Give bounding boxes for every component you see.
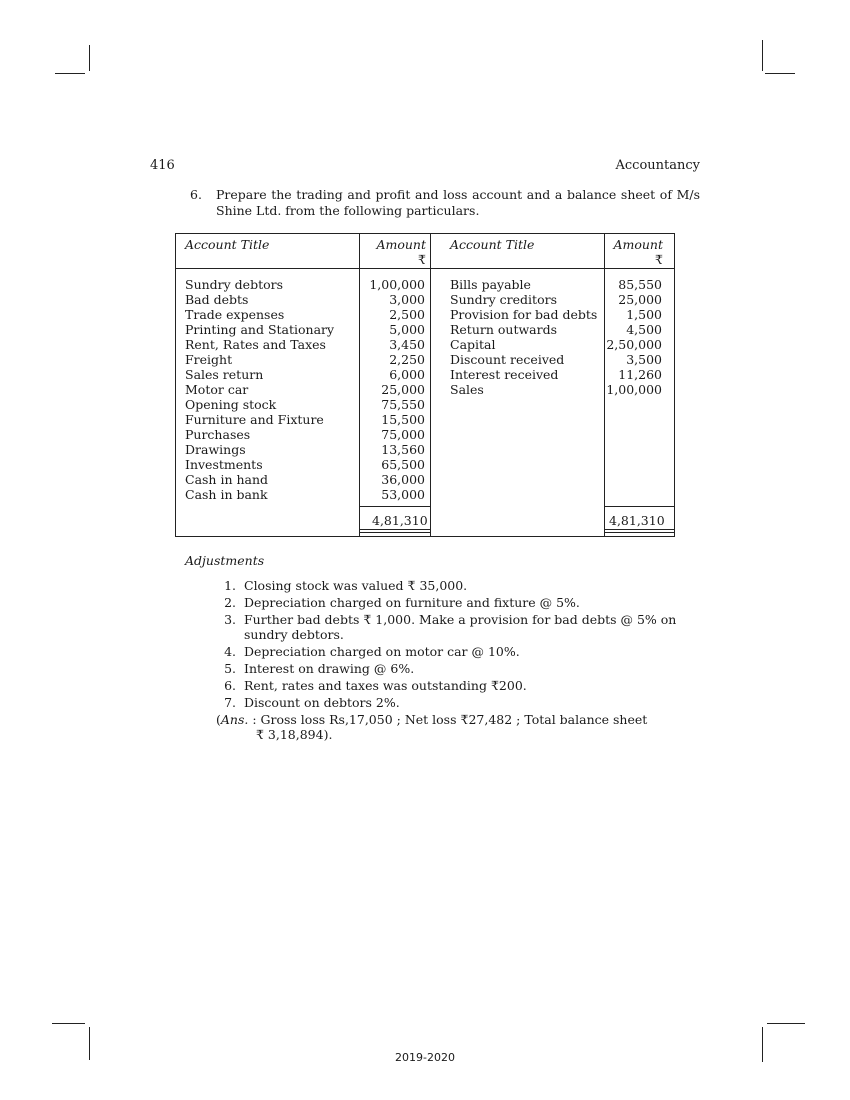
total-rule-bottom: [604, 532, 675, 533]
account-title: Trade expenses: [185, 307, 285, 322]
crop-mark: [89, 45, 90, 71]
question-number: 6.: [190, 187, 202, 202]
account-amount: 75,000: [381, 427, 425, 442]
adjustment-item: [218, 678, 702, 693]
account-title: Sales return: [185, 367, 264, 382]
account-amount: 6,000: [389, 367, 425, 382]
total-rule-top: [604, 506, 675, 507]
adjustment-text: Depreciation charged on furniture and fixture @ 5%.: [244, 595, 580, 610]
header-right-amount-label: Amount: [613, 237, 663, 252]
adjustment-number: 2.: [224, 595, 236, 610]
crop-mark: [762, 40, 763, 71]
account-title: Motor car: [185, 382, 249, 397]
total-rule-bottom: [359, 532, 431, 533]
account-title: Opening stock: [185, 397, 277, 412]
adjustment-text: Discount on debtors 2%.: [244, 695, 400, 710]
header-left-amount: [360, 237, 426, 267]
crop-mark: [767, 1023, 805, 1024]
total-rule-top: [359, 506, 431, 507]
total-rule-bottom: [604, 529, 675, 530]
crop-mark: [765, 73, 795, 74]
answer-paren: (: [216, 712, 221, 727]
header-left-amount-label: Amount: [376, 237, 426, 252]
account-title: Return outwards: [450, 322, 558, 337]
crop-mark: [55, 73, 85, 74]
adjustment-item: [218, 661, 702, 676]
adjustments-title: Adjustments: [185, 553, 265, 568]
account-title: Furniture and Fixture: [185, 412, 324, 427]
adjustment-number: 3.: [224, 612, 236, 627]
account-amount: 3,000: [389, 292, 425, 307]
account-amount: 1,500: [626, 307, 662, 322]
answer: [216, 712, 700, 742]
adjustment-item: [218, 595, 702, 610]
account-title: Provision for bad debts: [450, 307, 598, 322]
account-title: Bills payable: [450, 277, 531, 292]
currency-symbol: ₹: [655, 252, 663, 267]
account-title: Cash in bank: [185, 487, 268, 502]
adjustment-number: 5.: [224, 661, 236, 676]
trial-balance-table: [175, 233, 675, 537]
credit-titles-column: [450, 277, 602, 397]
account-amount: 2,250: [389, 352, 425, 367]
column-divider: [430, 234, 431, 536]
answer-line-2: ₹ 3,18,894).: [256, 727, 333, 742]
adjustment-text: Rent, rates and taxes was outstanding ₹200.: [244, 678, 527, 693]
account-amount: 75,550: [381, 397, 425, 412]
debit-titles-column: [185, 277, 355, 502]
answer-line-1: [216, 712, 700, 727]
account-title: Sundry debtors: [185, 277, 284, 292]
total-rule-bottom: [359, 529, 431, 530]
adjustment-number: 4.: [224, 644, 236, 659]
answer-label: Ans.: [220, 712, 249, 727]
header-left-title: Account Title: [185, 237, 270, 252]
account-amount: 2,500: [389, 307, 425, 322]
debit-amounts-column: [360, 277, 425, 502]
account-title: Sundry creditors: [450, 292, 557, 307]
account-amount: 53,000: [381, 487, 425, 502]
account-amount: 25,000: [618, 292, 662, 307]
credit-total: 4,81,310: [609, 513, 665, 528]
account-amount: 36,000: [381, 472, 425, 487]
question: [190, 187, 700, 219]
question-text: Prepare the trading and profit and loss account and a balance sheet of M/s Shine Ltd. from the following particulars.: [216, 187, 700, 218]
account-title: Bad debts: [185, 292, 249, 307]
debit-total: 4,81,310: [372, 513, 428, 528]
header-right-amount: [605, 237, 663, 267]
header-right-title: Account Title: [450, 237, 535, 252]
account-title: Sales: [450, 382, 484, 397]
adjustment-text: Closing stock was valued ₹ 35,000.: [244, 578, 468, 593]
adjustment-text: Further bad debts ₹ 1,000. Make a provision for bad debts @ 5% on sundry debtors.: [244, 612, 677, 642]
account-title: Freight: [185, 352, 233, 367]
adjustment-number: 7.: [224, 695, 236, 710]
adjustment-item: [218, 612, 702, 642]
adjustment-item: [218, 578, 702, 593]
account-amount: 13,560: [381, 442, 425, 457]
account-amount: 85,550: [618, 277, 662, 292]
adjustments-list: [218, 578, 702, 712]
account-title: Interest received: [450, 367, 559, 382]
account-amount: 2,50,000: [606, 337, 662, 352]
account-title: Purchases: [185, 427, 251, 442]
adjustment-item: [218, 695, 702, 710]
account-title: Printing and Stationary: [185, 322, 335, 337]
currency-symbol: ₹: [418, 252, 426, 267]
page-number: 416: [150, 158, 175, 173]
account-amount: 4,500: [626, 322, 662, 337]
adjustment-text: Depreciation charged on motor car @ 10%.: [244, 644, 520, 659]
account-amount: 1,00,000: [369, 277, 425, 292]
account-title: Cash in hand: [185, 472, 269, 487]
adjustment-number: 1.: [224, 578, 236, 593]
account-amount: 65,500: [381, 457, 425, 472]
account-amount: 1,00,000: [606, 382, 662, 397]
credit-amounts-column: [605, 277, 662, 397]
crop-mark: [52, 1023, 85, 1024]
account-title: Capital: [450, 337, 496, 352]
account-title: Discount received: [450, 352, 565, 367]
account-amount: 25,000: [381, 382, 425, 397]
account-title: Drawings: [185, 442, 246, 457]
adjustment-text: Interest on drawing @ 6%.: [244, 661, 415, 676]
account-amount: 15,500: [381, 412, 425, 427]
header-rule: [176, 268, 674, 269]
running-title: Accountancy: [615, 158, 700, 173]
account-amount: 3,450: [389, 337, 425, 352]
answer-text: : Gross loss Rs,17,050 ; Net loss ₹27,482 ; Total balance sheet: [248, 712, 648, 727]
adjustment-number: 6.: [224, 678, 236, 693]
account-title: Rent, Rates and Taxes: [185, 337, 326, 352]
account-amount: 11,260: [618, 367, 662, 382]
footer-year: 2019-2020: [395, 1051, 455, 1064]
account-amount: 5,000: [389, 322, 425, 337]
account-title: Investments: [185, 457, 263, 472]
adjustment-item: [218, 644, 702, 659]
account-amount: 3,500: [626, 352, 662, 367]
